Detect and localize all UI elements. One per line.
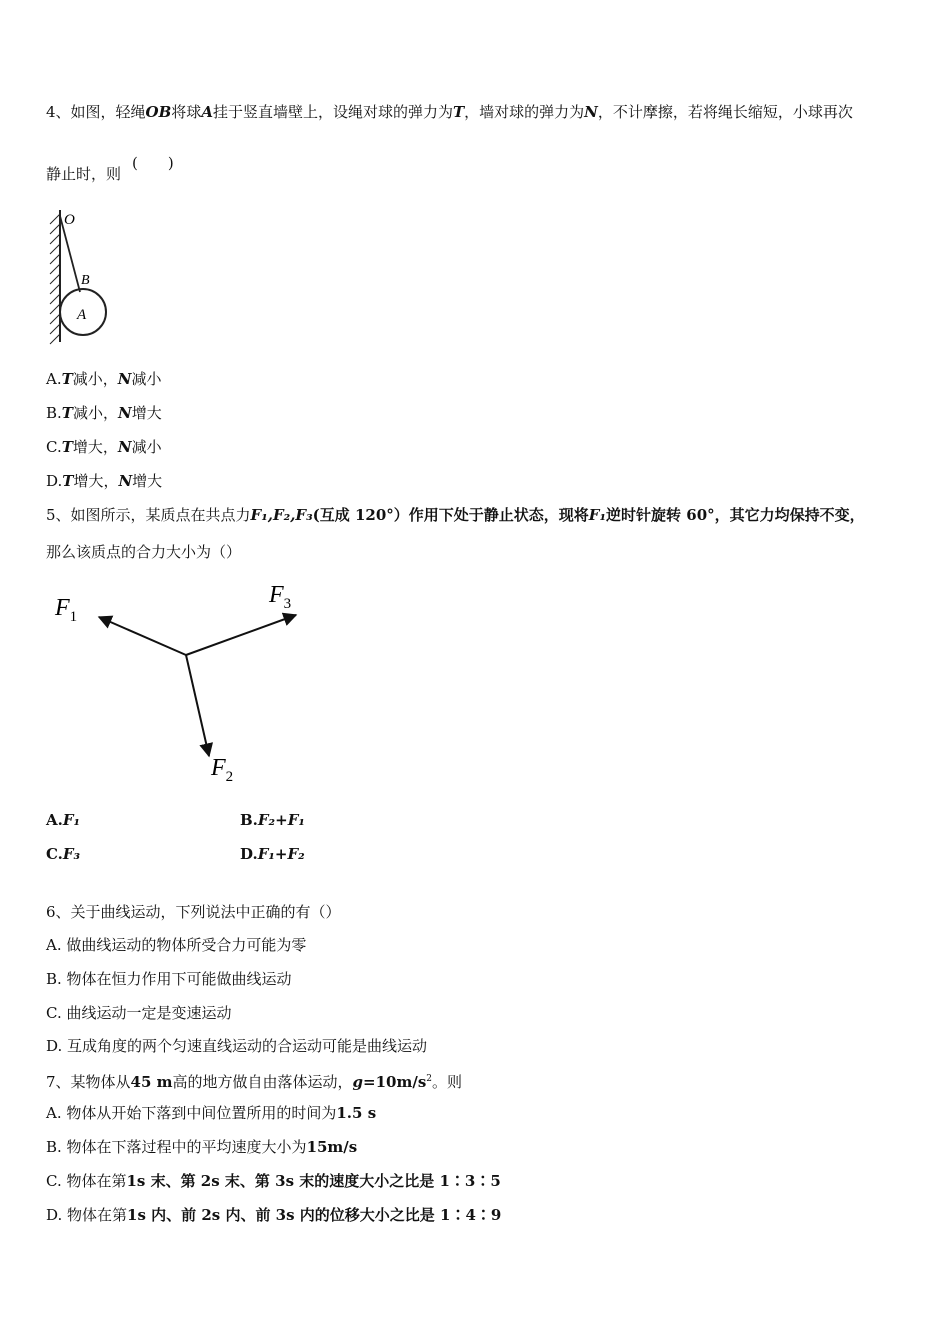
q4-option-b-end: 增大 xyxy=(131,404,162,422)
q5-stem-part3: 逆时针旋转 60°，其它力均保持不变， xyxy=(606,506,865,524)
q5-option-a-text: F₁ xyxy=(62,811,81,829)
q4-stem-part2: 将球 xyxy=(171,103,202,121)
q4-option-c-end: 减小 xyxy=(131,438,162,456)
q4-option-b-prefix: B. xyxy=(46,404,62,422)
label-f1: $F_1$ xyxy=(55,595,78,625)
label-b: B xyxy=(81,273,90,288)
q4-option-a-mid: 减小， xyxy=(72,370,118,388)
q4-option-d xyxy=(46,471,162,491)
label-o: O xyxy=(64,212,75,228)
q4-ob: OB xyxy=(145,103,172,121)
q6-option-c: C. 曲线运动一定是变速运动 xyxy=(46,1004,232,1022)
q4-option-b-n: N xyxy=(117,404,132,422)
q7-option-d xyxy=(46,1205,501,1225)
q6-stem: 6、关于曲线运动，下列说法中正确的有（） xyxy=(46,903,341,921)
q4-option-a xyxy=(46,369,162,389)
q7-g-val: =10m/s xyxy=(363,1073,427,1091)
q6-option-a: A. 做曲线运动的物体所受合力可能为零 xyxy=(46,936,307,954)
q4-option-a-n: N xyxy=(117,370,132,388)
q4-stem-line2-text: 静止时，则 xyxy=(46,165,122,183)
q4-t: T xyxy=(452,103,465,121)
label-f3: $F_3$ xyxy=(269,582,292,612)
q7-option-b-val: 15m/s xyxy=(306,1138,358,1156)
q5-option-d-prefix: D. xyxy=(240,845,258,863)
q4-option-a-end: 减小 xyxy=(131,370,162,388)
q4-option-d-n: N xyxy=(118,472,133,490)
q7-option-d-val: 1s 内、前 2s 内、前 3s 内的位移大小之比是 1∶4∶9 xyxy=(127,1206,502,1224)
q5-stem-part2: (互成 120°）作用下处于静止状态，现将 xyxy=(312,506,589,524)
q4-option-a-t: T xyxy=(61,370,73,388)
q4-option-c-n: N xyxy=(117,438,132,456)
q4-option-d-prefix: D. xyxy=(46,472,63,490)
q6-option-d: D. 互成角度的两个匀速直线运动的合运动可能是曲线运动 xyxy=(46,1037,428,1055)
q7-option-a xyxy=(46,1103,376,1123)
q7-g-exp: 2 xyxy=(426,1074,433,1084)
q7-option-a-val: 1.5 s xyxy=(336,1104,377,1122)
q7-stem-part2: 高的地方做自由落体运动， xyxy=(172,1073,353,1091)
q4-a: A xyxy=(201,103,213,121)
q4-option-b-t: T xyxy=(61,404,73,422)
q7-option-d-prefix: D. 物体在第 xyxy=(46,1206,128,1224)
q4-figure xyxy=(44,206,124,348)
q7-stem-part1: 7、某物体从 xyxy=(46,1073,131,1091)
q5-option-d-text: F₁+F₂ xyxy=(257,845,305,863)
q7-stem-part3: 。则 xyxy=(432,1073,463,1091)
q4-stem-line2 xyxy=(46,164,121,184)
q7-option-b xyxy=(46,1137,357,1157)
force-f2-arrow xyxy=(186,655,209,756)
q5-option-a-prefix: A. xyxy=(46,811,63,829)
q7-option-c xyxy=(46,1171,501,1191)
q5-stem-line2 xyxy=(46,542,241,562)
q5-option-a xyxy=(46,810,80,830)
q5-option-c-text: F₃ xyxy=(62,845,81,863)
q4-stem-part1: 4、如图，轻绳 xyxy=(46,103,146,121)
label-f2: $F_2$ xyxy=(211,755,234,785)
q7-option-a-prefix: A. 物体从开始下落到中间位置所用的时间为 xyxy=(46,1104,337,1122)
q4-stem-part5: ，不计摩擦，若将绳长缩短，小球再次 xyxy=(597,103,853,121)
q4-option-b-mid: 减小， xyxy=(72,404,118,422)
label-a: A xyxy=(77,307,87,323)
q5-option-b-prefix: B. xyxy=(240,811,258,829)
q5-option-c-prefix: C. xyxy=(46,845,63,863)
q5-figure xyxy=(50,575,310,790)
q4-answer-paren: ( ) xyxy=(132,154,174,172)
q7-option-c-val: 1s 末、第 2s 末、第 3s 末的速度大小之比是 1∶3∶5 xyxy=(126,1172,501,1190)
q4-option-c-prefix: C. xyxy=(46,438,62,456)
wall-hatching xyxy=(50,214,60,344)
q4-stem-part3: 挂于竖直墙壁上，设绳对球的弹力为 xyxy=(212,103,453,121)
q7-height: 45 m xyxy=(130,1073,173,1091)
q4-option-a-prefix: A. xyxy=(46,370,62,388)
q4-stem-line1 xyxy=(46,102,853,122)
q5-option-d xyxy=(240,844,305,864)
q5-stem-line2-text: 那么该质点的合力大小为（） xyxy=(46,543,242,561)
q5-forces: F₁,F₂,F₃ xyxy=(250,506,313,524)
force-f1-arrow xyxy=(99,617,186,655)
q4-option-c xyxy=(46,437,162,457)
q6-option-b: B. 物体在恒力作用下可能做曲线运动 xyxy=(46,970,292,988)
q5-option-c xyxy=(46,844,80,864)
q5-stem-line1 xyxy=(46,505,865,525)
q4-stem-part4: ，墙对球的弹力为 xyxy=(464,103,585,121)
q4-option-d-mid: 增大， xyxy=(73,472,119,490)
q5-stem-part1: 5、如图所示，某质点在共点力 xyxy=(46,506,251,524)
q7-option-b-prefix: B. 物体在下落过程中的平均速度大小为 xyxy=(46,1138,307,1156)
q7-g: g xyxy=(352,1073,364,1091)
q5-f1: F₁ xyxy=(588,506,607,524)
q4-n: N xyxy=(584,103,598,121)
q4-option-d-t: T xyxy=(62,472,74,490)
q4-option-c-mid: 增大， xyxy=(72,438,118,456)
q7-stem xyxy=(46,1069,462,1092)
force-f3-arrow xyxy=(186,615,296,655)
q5-option-b xyxy=(240,810,305,830)
q4-option-b xyxy=(46,403,162,423)
q7-option-c-prefix: C. 物体在第 xyxy=(46,1172,127,1190)
q4-option-d-end: 增大 xyxy=(132,472,163,490)
q5-option-b-text: F₂+F₁ xyxy=(257,811,305,829)
q4-option-c-t: T xyxy=(61,438,73,456)
